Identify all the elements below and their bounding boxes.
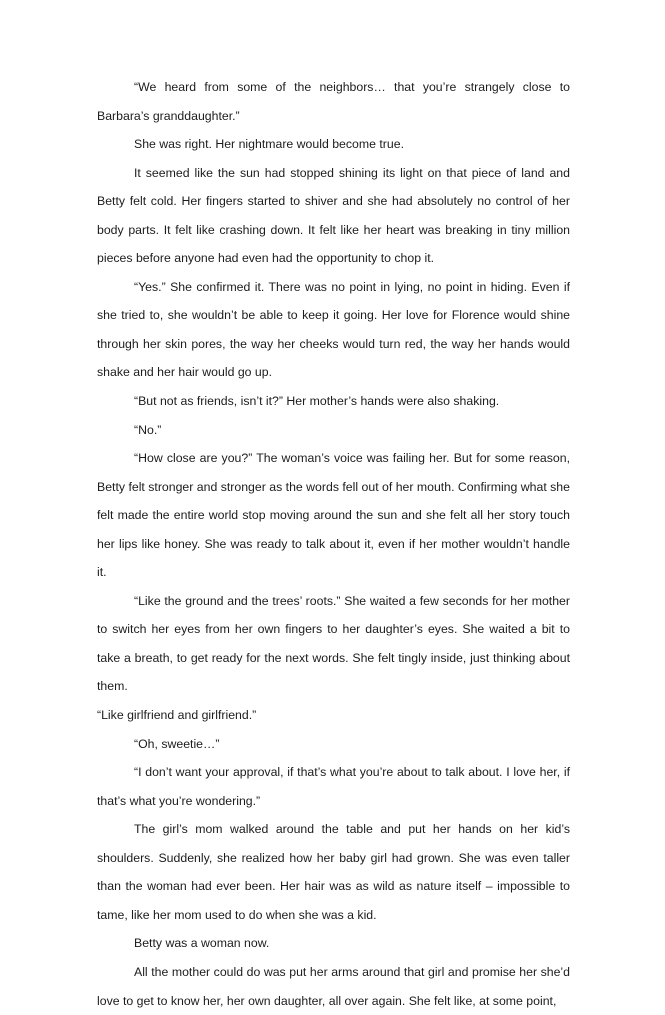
paragraph: “Yes.” She confirmed it. There was no point in lying, no point in hiding. Even if she tried to, she wouldn’t be able to keep it going. Her love for Florence would shine through her skin pores, the way her cheeks would turn red, the way her hands would shake and her hair would go up. [97, 279, 570, 380]
paragraph: It seemed like the sun had stopped shining its light on that piece of land and Betty felt cold. Her fingers started to shiver and she had absolutely no control of her body parts. It felt like crashing down. It felt like her heart was breaking in tiny million pieces before anyone had even had the opportunity to chop it. [97, 165, 570, 266]
paragraph: The girl’s mom walked around the table and put her hands on her kid’s shoulders. Suddenly, she realized how her baby girl had grown. She was even taller than the woman had ever been. Her hair was as wild as nature itself – impossible to tame, like her mom used to do when she was a kid. [97, 822, 570, 922]
paragraph: “Like the ground and the trees’ roots.” She waited a few seconds for her mother to switch her eyes from her own fingers to her daughter’s eyes. She waited a bit to take a breath, to get ready for the next words. She felt tingly inside, just thinking about them. [97, 593, 570, 694]
paragraph: Betty was a woman now. [134, 936, 270, 951]
paragraph: “I don’t want your approval, if that’s what you’re about to talk about. I love her, if that’s what you’re wondering.” [97, 765, 570, 808]
paragraph: “We heard from some of the neighbors… that you’re strangely close to Barbara’s granddaughter.” [97, 80, 570, 123]
paragraph: “Oh, sweetie…” [134, 736, 220, 751]
paragraph: “But not as friends, isn’t it?” Her mother’s hands were also shaking. [134, 394, 500, 409]
page-body-text [97, 73, 570, 1015]
paragraph: “How close are you?” The woman’s voice was failing her. But for some reason, Betty felt stronger and stronger as the words fell out of her mouth. Confirming what she felt made the entire world stop moving around the sun and she felt all her story touch her lips like honey. She was ready to talk about it, even if her mother wouldn’t handle it. [97, 451, 570, 580]
paragraph: All the mother could do was put her arms around that girl and promise her she’d love to get to know her, her own daughter, all over again. She felt like, at some point, [97, 964, 570, 1008]
paragraph: “No.” [134, 422, 162, 437]
paragraph-continuation: “Like girlfriend and girlfriend.” [97, 708, 257, 723]
paragraph: She was right. Her nightmare would become true. [134, 137, 404, 152]
